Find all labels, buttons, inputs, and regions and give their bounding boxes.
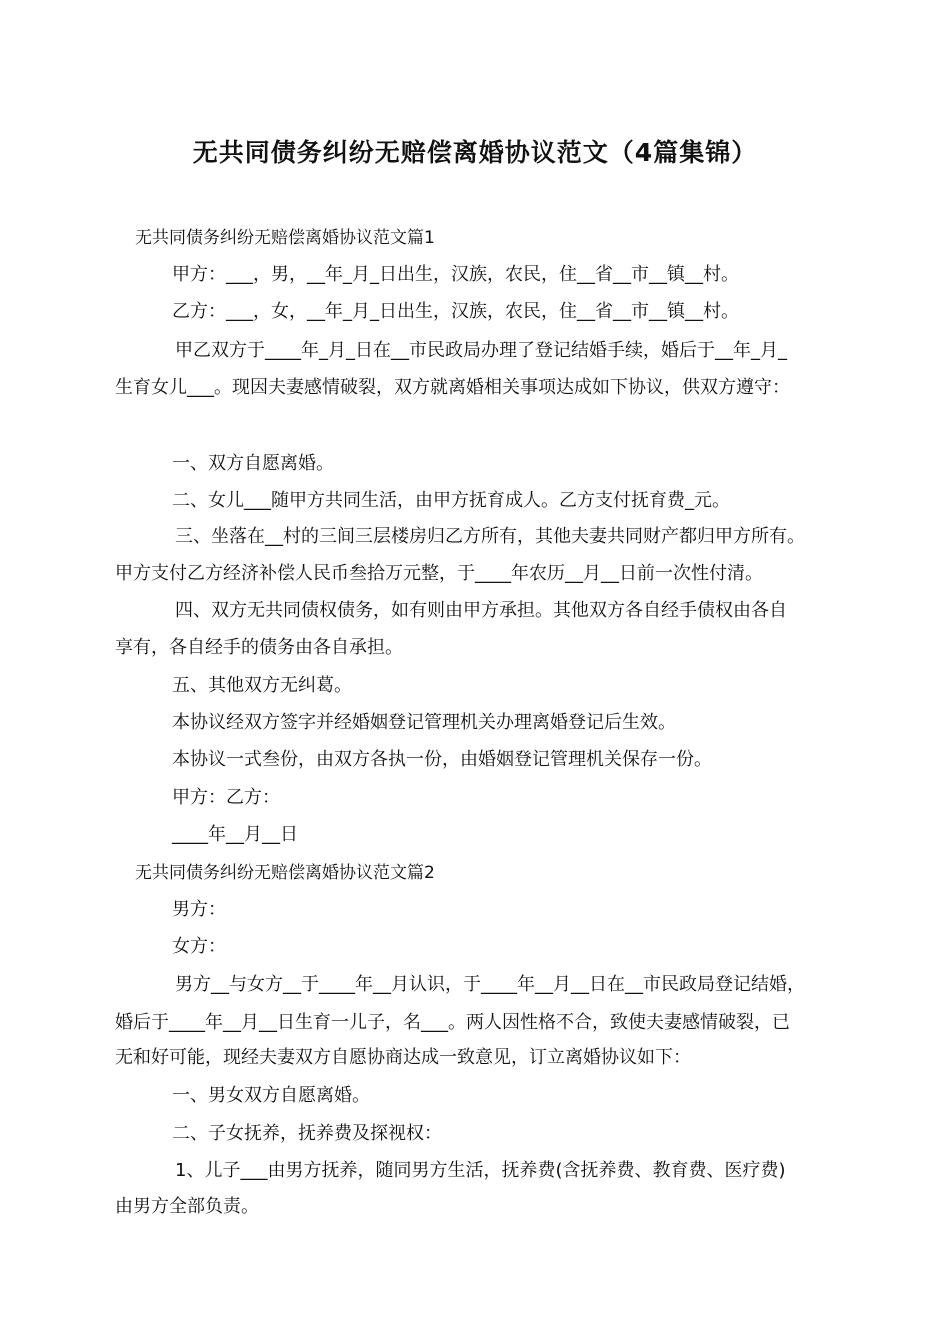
paragraph: 男方__与女方__于____年__月认识，于____年__月__日在__市民政局登记结婚， [175, 974, 805, 995]
paragraph: 四、双方无共同债权债务，如有则由甲方承担。其他双方各自经手债权由各自 [175, 600, 787, 621]
paragraph: 婚后于____年__月__日生育一儿子，名___。两人因性格不合，致使夫妻感情破裂，已 [115, 1012, 790, 1033]
paragraph: 二、女儿___随甲方共同生活，由甲方抚育成人。乙方支付抚育费_元。 [172, 490, 730, 511]
paragraph: 甲方支付乙方经济补偿人民币叁拾万元整，于____年农历__月__日前一次性付清。 [115, 563, 763, 584]
signature-line: 甲方：乙方： [172, 787, 280, 808]
paragraph: 女方： [172, 936, 226, 957]
paragraph: 无和好可能，现经夫妻双方自愿协商达成一致意见，订立离婚协议如下： [115, 1047, 691, 1068]
paragraph: 享有，各自经手的债务由各自承担。 [115, 637, 403, 658]
paragraph: 本协议经双方签字并经婚姻登记管理机关办理离婚登记后生效。 [172, 712, 676, 733]
section-heading-2: 无共同债务纠纷无赔偿离婚协议范文篇2 [135, 863, 435, 883]
paragraph: 男方： [172, 899, 226, 920]
paragraph: 甲乙双方于____年_月_日在__市民政局办理了登记结婚手续，婚后于__年_月_ [175, 340, 787, 361]
paragraph: 1、儿子___由男方抚养，随同男方生活，抚养费(含抚养费、教育费、医疗费) [175, 1160, 786, 1181]
paragraph: 二、子女抚养，抚养费及探视权： [172, 1123, 442, 1144]
document-title: 无共同债务纠纷无赔偿离婚协议范文（4篇集锦） [192, 138, 758, 167]
section-heading-1: 无共同债务纠纷无赔偿离婚协议范文篇1 [135, 228, 435, 248]
paragraph: 三、坐落在__村的三间三层楼房归乙方所有，其他夫妻共同财产都归甲方所有。 [175, 526, 805, 547]
paragraph: 乙方：___，女，__年_月_日出生，汉族，农民，住__省__市__镇__村。 [172, 301, 739, 322]
paragraph: 本协议一式叁份，由双方各执一份，由婚姻登记管理机关保存一份。 [172, 749, 712, 770]
paragraph: 甲方：___，男，__年_月_日出生，汉族，农民，住__省__市__镇__村。 [172, 264, 739, 285]
date-line: ____年__月__日 [172, 824, 298, 845]
paragraph: 一、男女双方自愿离婚。 [172, 1085, 370, 1106]
paragraph: 生育女儿___。现因夫妻感情破裂，双方就离婚相关事项达成如下协议，供双方遵守： [115, 377, 790, 398]
paragraph: 一、双方自愿离婚。 [172, 453, 334, 474]
paragraph: 五、其他双方无纠葛。 [172, 675, 352, 696]
paragraph: 由男方全部负责。 [115, 1196, 259, 1217]
